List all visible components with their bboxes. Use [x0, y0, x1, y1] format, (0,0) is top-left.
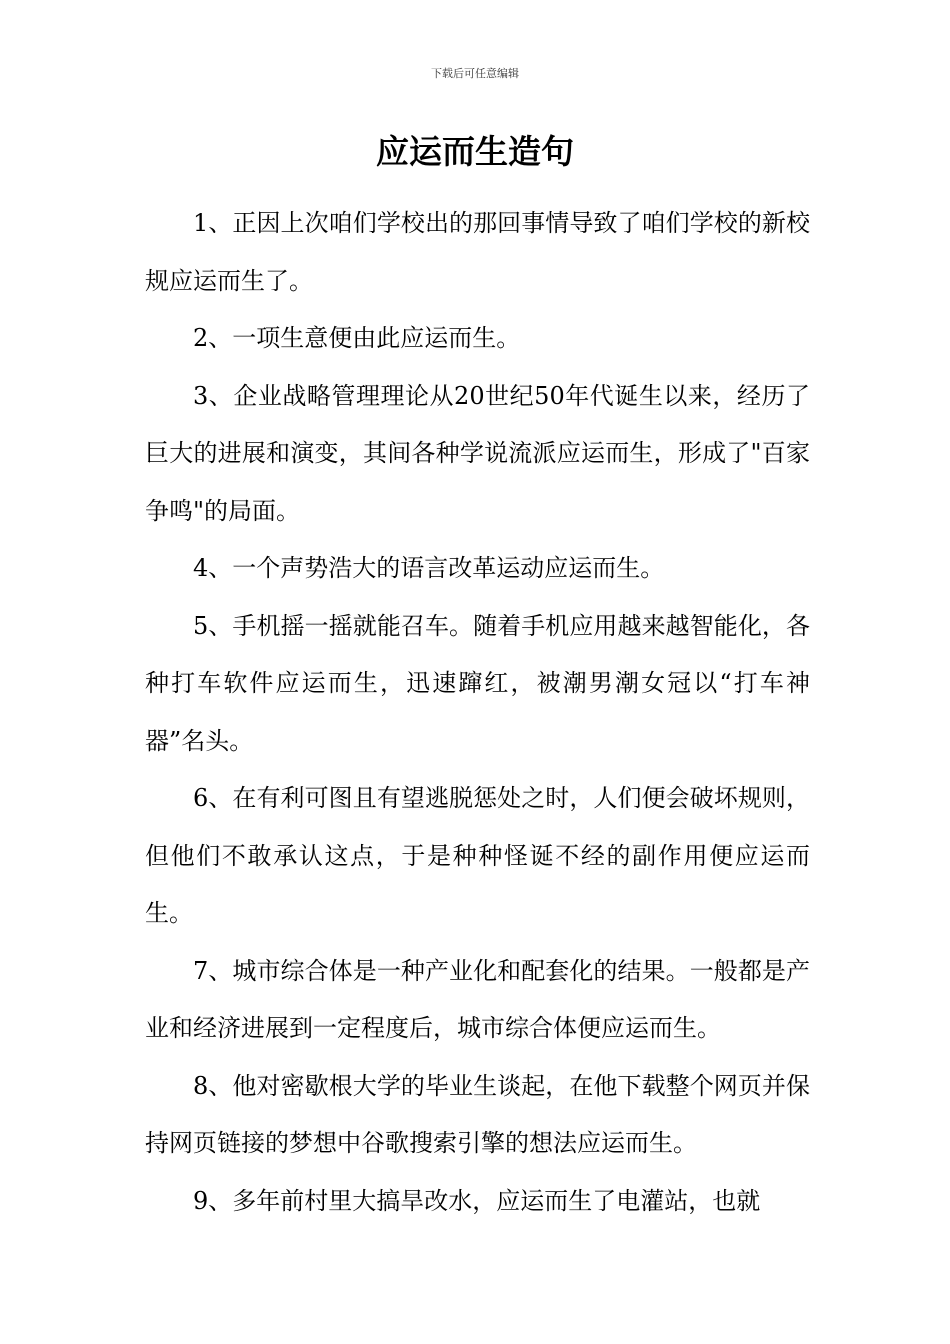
header-note: 下载后可任意编辑	[431, 67, 519, 80]
document-title: 应运而生造句	[376, 132, 574, 171]
sentence-paragraph-8: 8、他对密歇根大学的毕业生谈起，在他下载整个网页并保持网页链接的梦想中谷歌搜索引擎的想法应运而生。	[145, 1071, 810, 1157]
sentence-paragraph-2: 2、一项生意便由此应运而生。	[193, 324, 521, 352]
sentence-paragraph-4: 4、一个声势浩大的语言改革运动应运而生。	[193, 554, 665, 582]
document-body	[145, 195, 810, 1230]
sentence-paragraph-1: 1、正因上次咱们学校出的那回事情导致了咱们学校的新校规应运而生了。	[145, 209, 810, 295]
sentence-paragraph-7: 7、城市综合体是一种产业化和配套化的结果。一般都是产业和经济进展到一定程度后，城市综合体便应运而生。	[145, 956, 810, 1042]
sentence-paragraph-3: 3、企业战略管理理论从20世纪50年代诞生以来，经历了巨大的进展和演变，其间各种学说流派应运而生，形成了"百家争鸣"的局面。	[145, 381, 810, 525]
sentence-paragraph-6: 6、在有利可图且有望逃脱惩处之时，人们便会破坏规则，但他们不敢承认这点，于是种种怪诞不经的副作用便应运而生。	[145, 784, 810, 927]
sentence-paragraph-5: 5、手机摇一摇就能召车。随着手机应用越来越智能化，各种打车软件应运而生，迅速蹿红，被潮男潮女冠以“打车神器”名头。	[145, 611, 810, 755]
sentence-paragraph-9: 9、多年前村里大搞旱改水，应运而生了电灌站，也就	[193, 1186, 761, 1215]
